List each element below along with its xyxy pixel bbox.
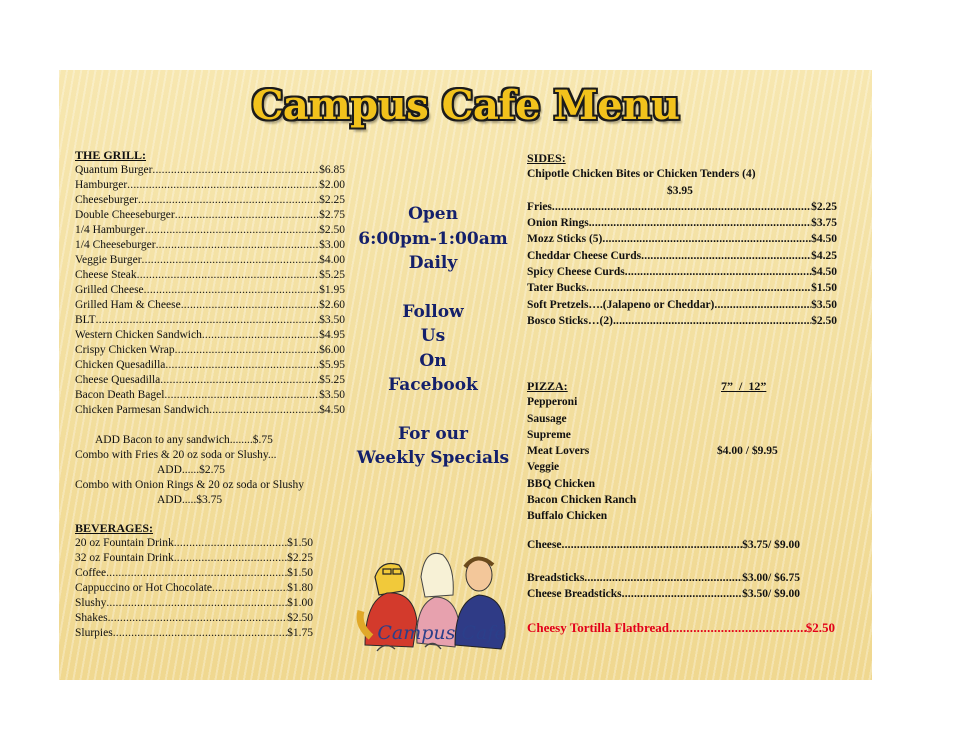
side-item-price: $4.25 — [811, 249, 837, 262]
side-items — [527, 199, 837, 329]
pizza-topping: Bacon Chicken Ranch — [527, 494, 637, 507]
beverage-item-price: $1.80 — [287, 582, 313, 594]
grill-item-name: Grilled Cheese — [75, 284, 144, 296]
grill-item-price: $3.50 — [319, 314, 345, 326]
facebook-label: Facebook — [388, 375, 478, 395]
grill-item — [75, 208, 345, 223]
side-item-name: Soft Pretzels….(Jalapeno or Cheddar) — [527, 298, 715, 311]
daily-label: Daily — [408, 253, 458, 273]
sides-section — [527, 150, 837, 329]
side-item-price: $4.50 — [811, 266, 837, 279]
open-label: Open — [408, 204, 458, 224]
side-item — [527, 280, 837, 296]
pizza-topping: Sausage — [527, 412, 567, 425]
grill-item-price: $4.00 — [319, 254, 345, 266]
grill-item-price: $2.00 — [319, 179, 345, 191]
side-item — [527, 215, 837, 231]
grill-item-name: Cheeseburger — [75, 194, 139, 206]
grill-item — [75, 223, 345, 238]
grill-item-name: Cheese Quesadilla — [75, 374, 161, 386]
beverage-items — [75, 536, 313, 641]
grill-item-price: $5.25 — [319, 269, 345, 281]
addon-combo-rings: Combo with Onion Rings & 20 oz soda or Slushy — [75, 479, 305, 491]
grill-item — [75, 238, 345, 253]
grill-item-price: $3.50 — [319, 389, 345, 401]
beverage-item-name: Coffee — [75, 567, 107, 579]
pizza-topping: Veggie — [527, 461, 560, 474]
grill-item — [75, 388, 345, 403]
cheese-pizza-row: Cheese ..... $3.75/ $9.00 — [527, 537, 800, 553]
grill-item — [75, 343, 345, 358]
grill-item-price: $4.50 — [319, 404, 345, 416]
grill-item — [75, 403, 345, 418]
hours-label: 6:00pm-1:00am — [358, 228, 508, 249]
on-label: On — [419, 350, 447, 371]
menu-title: Campus Cafe Menu — [251, 82, 680, 129]
beverage-item — [75, 536, 313, 551]
for-our-label: For our — [397, 423, 468, 444]
grill-item-name: Veggie Burger — [75, 254, 142, 266]
menu-page — [59, 70, 872, 680]
grill-section — [75, 148, 345, 508]
chipotle-item: Chipotle Chicken Bites or Chicken Tenders (4) — [527, 168, 756, 181]
side-item-price: $3.75 — [811, 217, 837, 230]
beverage-item — [75, 581, 313, 596]
grill-item-name: Double Cheeseburger — [75, 209, 175, 221]
beverage-item — [75, 626, 313, 641]
side-item-name: Fries — [527, 200, 552, 213]
grill-item-price: $6.85 — [319, 164, 345, 176]
beverages-section — [75, 521, 313, 641]
grill-item-name: Cheese Steak — [75, 269, 137, 281]
grill-item-name: BLT — [75, 314, 96, 326]
grill-item-name: Western Chicken Sandwich — [75, 329, 202, 341]
weekly-specials-label: Weekly Specials — [356, 448, 510, 468]
grill-item — [75, 328, 345, 343]
side-item-price: $2.50 — [811, 314, 837, 327]
grill-item — [75, 283, 345, 298]
beverage-item-name: Slurpies — [75, 627, 113, 639]
beverages-header: BEVERAGES: — [75, 521, 154, 535]
pizza-topping: Buffalo Chicken — [527, 510, 608, 523]
beverage-item-name: Shakes — [75, 612, 108, 624]
follow-label: Follow — [402, 301, 464, 322]
addon-combo-rings-price: ADD.....$3.75 — [157, 494, 223, 506]
grill-item-price: $1.95 — [319, 284, 345, 296]
grill-item — [75, 373, 345, 388]
grill-item-price: $3.00 — [319, 239, 345, 251]
side-item-name: Onion Rings — [527, 217, 589, 230]
logo-text: Campus Café — [377, 622, 506, 644]
campus-cafe-logo-image — [355, 525, 525, 665]
beverage-item-price: $2.50 — [287, 612, 313, 624]
grill-item-name: Grilled Ham & Cheese — [75, 299, 181, 311]
grill-item-name: 1/4 Cheeseburger — [75, 239, 156, 251]
side-item — [527, 248, 837, 264]
side-item-price: $2.25 — [811, 200, 837, 213]
grill-header: THE GRILL: — [75, 148, 147, 162]
side-item-name: Tater Bucks — [527, 282, 587, 295]
side-item-name: Cheddar Cheese Curds — [527, 249, 642, 262]
side-item — [527, 231, 837, 247]
beverage-item-name: 20 oz Fountain Drink — [75, 537, 174, 549]
side-item-price: $4.50 — [811, 233, 837, 246]
side-item — [527, 313, 837, 329]
pizza-topping: Pepperoni — [527, 396, 578, 409]
hours-promo — [340, 202, 526, 471]
grill-item-price: $2.25 — [319, 194, 345, 206]
grill-item-price: $2.50 — [319, 224, 345, 236]
grill-item — [75, 358, 345, 373]
pizza-header-row — [527, 378, 837, 394]
grill-item-name: Bacon Death Bagel — [75, 389, 165, 401]
side-item-price: $1.50 — [811, 282, 837, 295]
sides-header: SIDES: — [527, 151, 566, 165]
beverage-item — [75, 551, 313, 566]
pizza-toppings — [527, 394, 837, 524]
grill-items — [75, 163, 345, 418]
pizza-section — [527, 378, 837, 636]
beverage-item — [75, 596, 313, 611]
cheese-breadsticks-row: Cheese Breadsticks ..... $3.50/ $9.00 — [527, 586, 800, 602]
grill-item-name: 1/4 Hamburger — [75, 224, 145, 236]
grill-item-price: $5.95 — [319, 359, 345, 371]
grill-item-name: Hamburger — [75, 179, 128, 191]
grill-item — [75, 163, 345, 178]
side-item — [527, 199, 837, 215]
grill-item — [75, 313, 345, 328]
grill-item-name: Chicken Quesadilla — [75, 359, 166, 371]
pizza-topping: BBQ Chicken — [527, 477, 596, 490]
grill-item-price: $6.00 — [319, 344, 345, 356]
grill-item-price: $4.95 — [319, 329, 345, 341]
chipotle-price: $3.95 — [667, 184, 693, 197]
pizza-topping: Meat Lovers $4.00 / $9.95 — [527, 443, 837, 459]
beverage-item-name: Slushy — [75, 597, 107, 609]
beverage-item-name: 32 oz Fountain Drink — [75, 552, 174, 564]
grill-item — [75, 193, 345, 208]
grill-item-price: $5.25 — [319, 374, 345, 386]
side-item-name: Mozz Sticks (5) — [527, 233, 603, 246]
addon-combo-fries-price: ADD......$2.75 — [157, 464, 226, 476]
grill-item — [75, 298, 345, 313]
side-item — [527, 264, 837, 280]
beverage-item-price: $1.00 — [287, 597, 313, 609]
pizza-header: PIZZA: — [527, 379, 568, 393]
beverage-item-price: $1.50 — [287, 537, 313, 549]
addon-bacon: ADD Bacon to any sandwich........$.75 — [95, 434, 273, 446]
breadsticks-row: Breadsticks ..... $3.00/ $6.75 — [527, 570, 800, 586]
grill-item-name: Quantum Burger — [75, 164, 153, 176]
flatbread-special-row: Cheesy Tortilla Flatbread ..... $2.50 — [527, 620, 835, 636]
grill-item-price: $2.75 — [319, 209, 345, 221]
grill-item — [75, 268, 345, 283]
pizza-topping: Supreme — [527, 428, 571, 441]
side-item-price: $3.50 — [811, 298, 837, 311]
side-item — [527, 297, 837, 313]
beverage-item — [75, 566, 313, 581]
grill-item-name: Crispy Chicken Wrap — [75, 344, 175, 356]
us-label: Us — [420, 326, 446, 346]
beverage-item-price: $2.25 — [287, 552, 313, 564]
grill-item-price: $2.60 — [319, 299, 345, 311]
grill-item-name: Chicken Parmesan Sandwich — [75, 404, 210, 416]
beverage-item — [75, 611, 313, 626]
grill-item — [75, 178, 345, 193]
pizza-sizes: 7” / 12” — [721, 379, 767, 393]
beverage-item-name: Cappuccino or Hot Chocolate — [75, 582, 213, 594]
side-item-name: Bosco Sticks…(2) — [527, 314, 613, 327]
grill-item — [75, 253, 345, 268]
pizza-price: $4.00 / $9.95 — [717, 445, 778, 458]
side-item-name: Spicy Cheese Curds — [527, 266, 625, 279]
beverage-item-price: $1.75 — [287, 627, 313, 639]
addon-combo-fries: Combo with Fries & 20 oz soda or Slushy... — [75, 449, 277, 461]
beverage-item-price: $1.50 — [287, 567, 313, 579]
